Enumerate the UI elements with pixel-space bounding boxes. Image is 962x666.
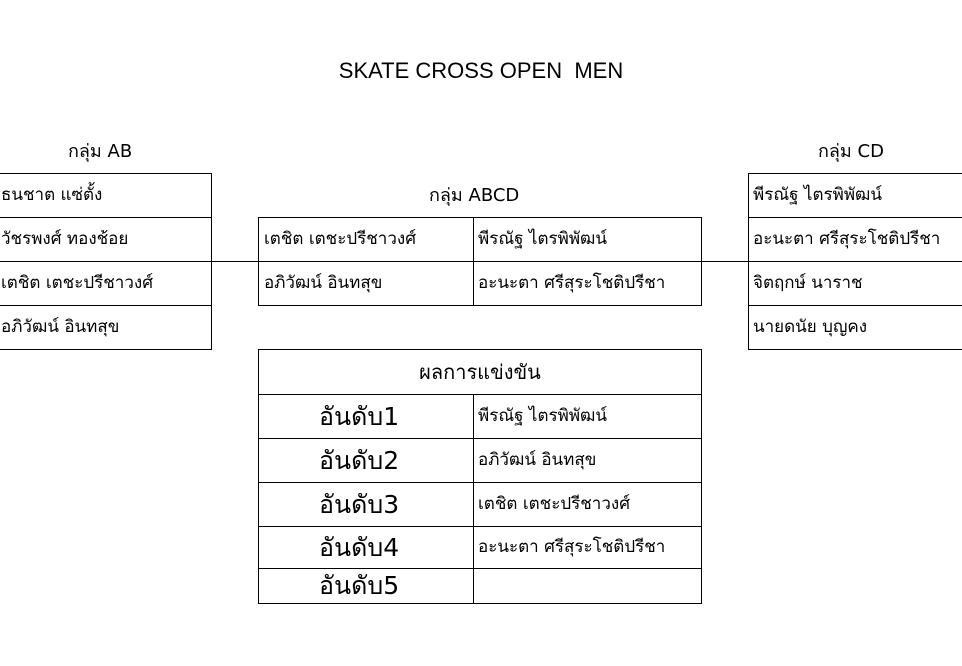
group-cd-table: [748, 173, 962, 350]
rank-name: เตชิต เตชะปรีชาวงศ์: [478, 494, 630, 514]
group-ab-player: เตชิต เตชะปรีชาวงศ์: [1, 273, 153, 293]
rank-label: อันดับ1: [319, 402, 400, 431]
group-abcd-player: เตชิต เตชะปรีชาวงศ์: [264, 229, 416, 249]
results-header: ผลการแข่งขัน: [419, 360, 541, 384]
group-abcd-table: [258, 217, 702, 306]
group-cd-label: กลุ่ม CD: [818, 141, 884, 162]
rank-name: อะนะตา ศรีสุระโชติปรีชา: [478, 537, 666, 557]
rank-name: [478, 569, 700, 603]
group-cd-player: พีรณัฐ ไตรพิพัฒน์: [753, 185, 883, 205]
group-cd-player: อะนะตา ศรีสุระโชติปรีชา: [753, 229, 941, 249]
group-cd-player: นายดนัย บุญคง: [753, 317, 868, 337]
group-abcd-player: อะนะตา ศรีสุระโชติปรีชา: [478, 273, 666, 293]
group-ab-player: ธนชาต แซ่ตั้ง: [1, 185, 103, 205]
group-cd-player: จิตฤกษ์ นาราช: [753, 273, 863, 293]
results-table: [258, 349, 702, 604]
rank-name: อภิวัฒน์ อินทสุข: [478, 450, 597, 470]
group-ab-player: วัชรพงศ์ ทองช้อย: [1, 229, 129, 249]
group-ab-table: [0, 173, 212, 350]
rank-label: อันดับ4: [319, 533, 400, 562]
group-abcd-player: พีรณัฐ ไตรพิพัฒน์: [478, 229, 608, 249]
column-divider: [473, 395, 474, 603]
group-ab-player: อภิวัฒน์ อินทสุข: [1, 317, 120, 337]
column-divider: [473, 218, 474, 305]
group-ab-label: กลุ่ม AB: [68, 141, 133, 162]
rank-label: อันดับ3: [319, 490, 400, 519]
rank-name: พีรณัฐ ไตรพิพัฒน์: [478, 406, 608, 426]
group-abcd-player: อภิวัฒน์ อินทสุข: [264, 273, 383, 293]
rank-label: อันดับ2: [319, 446, 400, 475]
rank-label: อันดับ5: [319, 571, 400, 600]
group-abcd-label: กลุ่ม ABCD: [429, 185, 520, 206]
page-title: SKATE CROSS OPEN MEN: [338, 58, 624, 83]
